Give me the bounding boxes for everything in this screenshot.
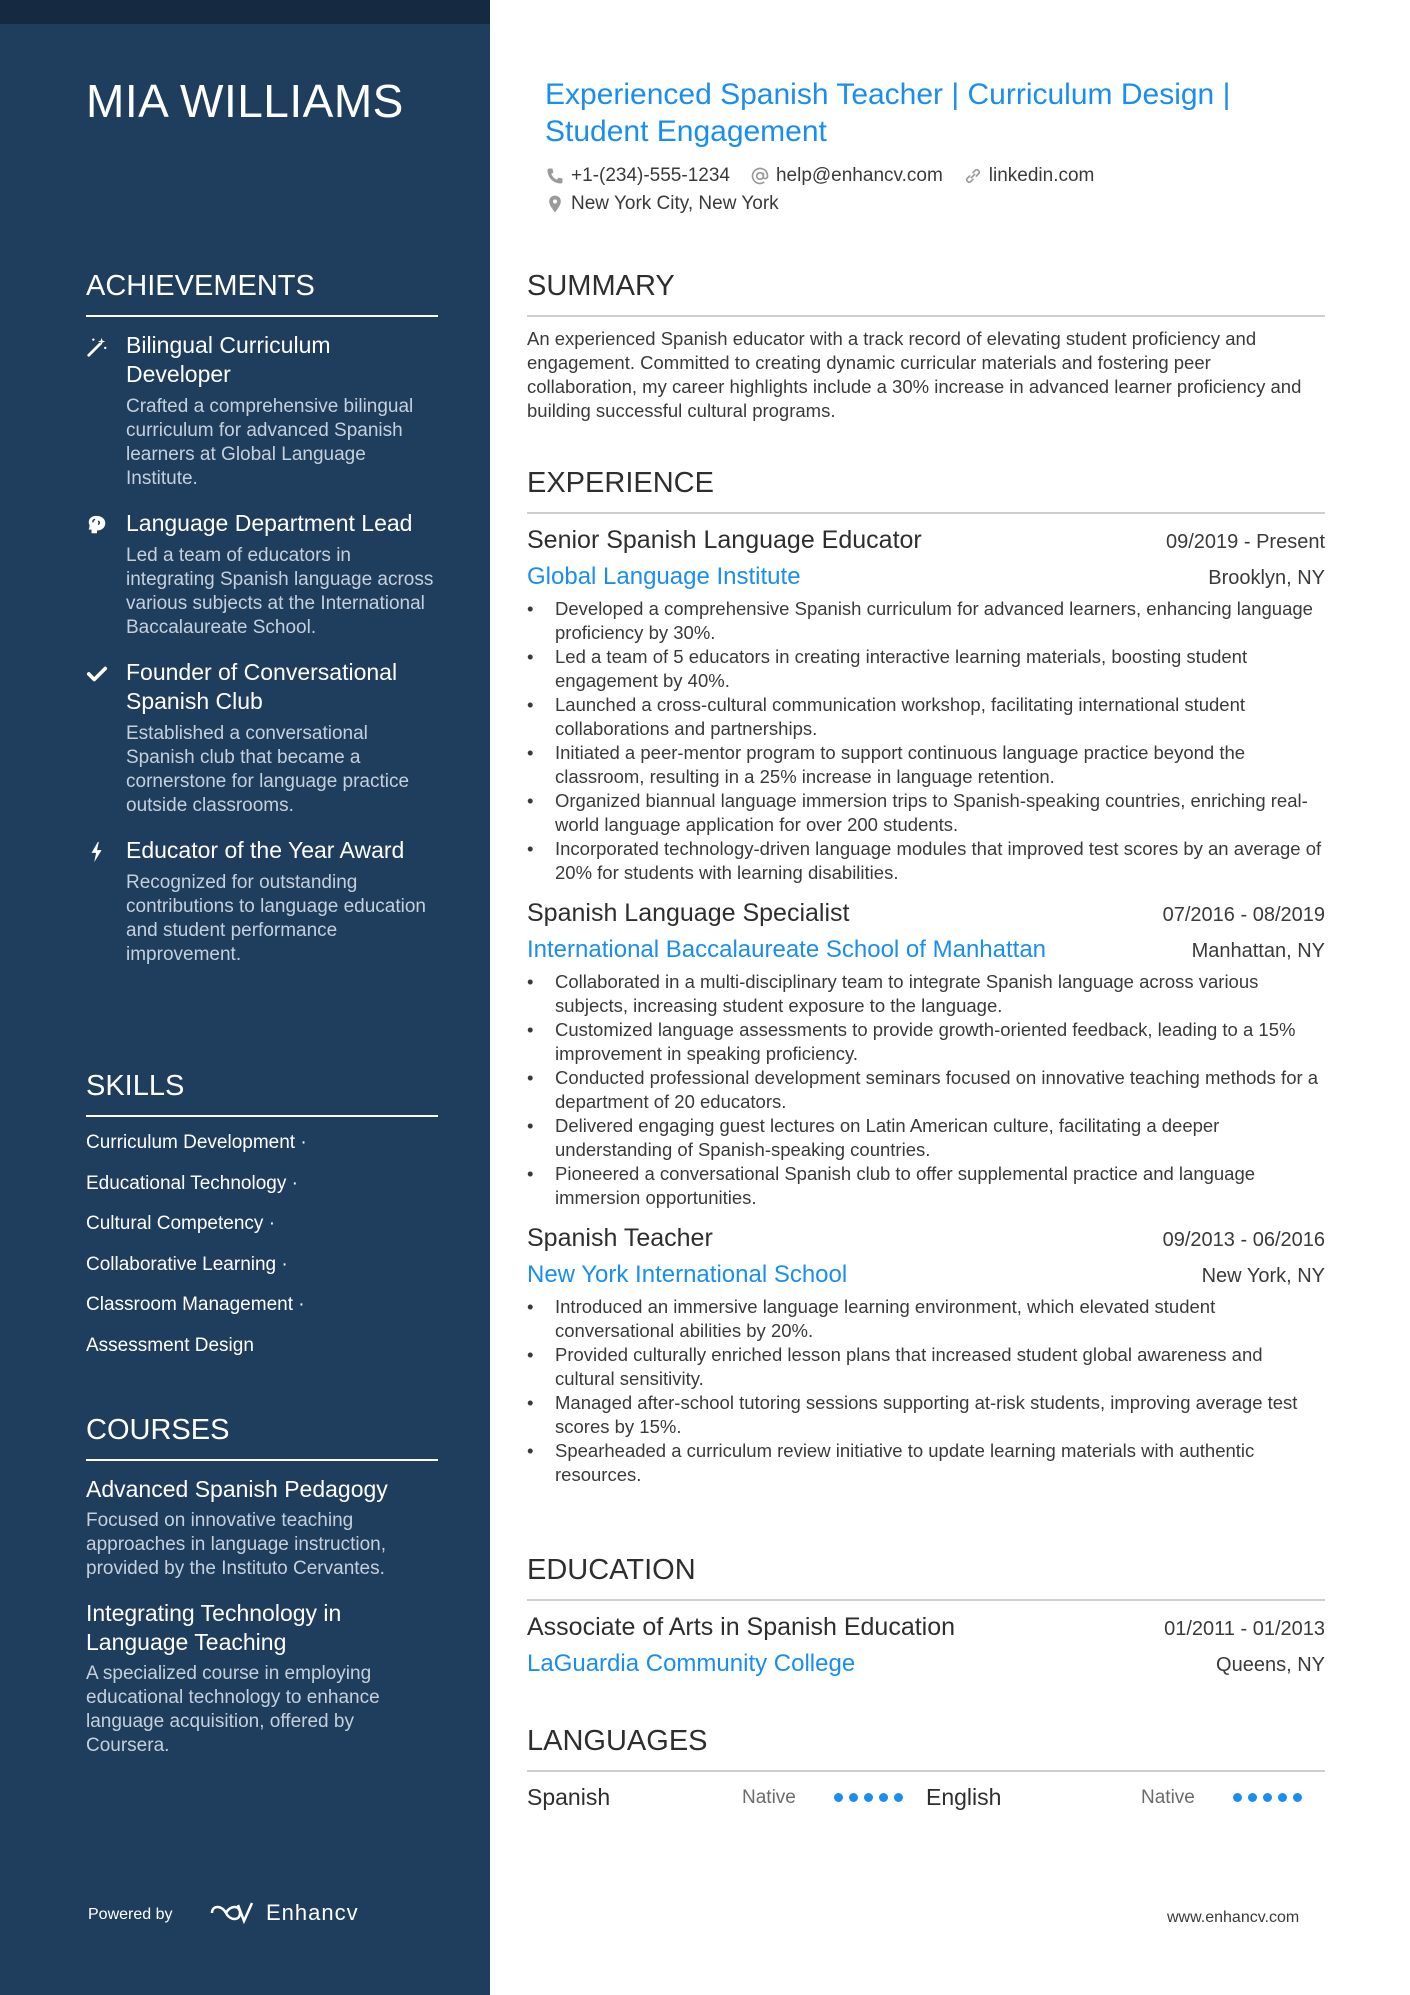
job-dates: 09/2013 - 06/2016 xyxy=(1162,1229,1325,1251)
proficiency-dot xyxy=(1248,1793,1257,1802)
contact-info xyxy=(545,162,1305,218)
candidate-name: MIA WILLIAMS xyxy=(86,75,404,127)
bullet-item: • Provided culturally enriched lesson plans that increased student global awareness and cultural sensitivity. xyxy=(527,1343,1325,1391)
education-entry xyxy=(527,1613,1325,1678)
email-address: help@enhancv.com xyxy=(775,165,943,186)
job-dates: 07/2016 - 08/2019 xyxy=(1162,904,1325,926)
brain-icon xyxy=(86,513,108,537)
bullet-item: • Incorporated technology-driven language modules that improved test scores by an average of 20% for students with learning disabilities. xyxy=(527,837,1325,885)
lightning-icon xyxy=(86,840,108,864)
achievement-title: Educator of the Year Award xyxy=(126,837,405,863)
skills-list xyxy=(86,1117,438,1366)
skills-heading: SKILLS xyxy=(86,1070,438,1117)
job-bullets xyxy=(527,1295,1325,1487)
footer-url[interactable]: www.enhancv.com xyxy=(1167,1909,1300,1926)
language-item xyxy=(926,1784,1325,1811)
sidebar xyxy=(0,0,490,1995)
achievement-item xyxy=(86,836,438,967)
linkedin-url: linkedin.com xyxy=(988,165,1095,186)
job-bullets xyxy=(527,597,1325,885)
job-location: Manhattan, NY xyxy=(1191,940,1325,962)
course-title: Integrating Technology in Language Teaching xyxy=(86,1600,342,1655)
job-title: Spanish Language Specialist xyxy=(527,899,850,927)
skill-item: Educational Technology · xyxy=(86,1172,298,1194)
at-sign-icon xyxy=(750,166,770,186)
skill-item: Collaborative Learning · xyxy=(86,1253,288,1275)
job-location: Brooklyn, NY xyxy=(1208,567,1325,589)
achievement-description: Established a conversational Spanish club that became a cornerstone for language practice outside classrooms. xyxy=(126,723,410,816)
link-icon xyxy=(963,166,983,186)
achievement-title: Language Department Lead xyxy=(126,510,413,536)
proficiency-dots xyxy=(1233,1793,1302,1802)
summary-heading: SUMMARY xyxy=(527,270,1325,317)
languages-heading: LANGUAGES xyxy=(527,1725,1325,1772)
courses-heading: COURSES xyxy=(86,1414,438,1461)
skills-section xyxy=(86,1070,438,1366)
education-heading: EDUCATION xyxy=(527,1554,1325,1601)
job-bullets xyxy=(527,970,1325,1210)
skill-item: Classroom Management · xyxy=(86,1294,305,1315)
location-text: New York City, New York xyxy=(571,193,779,214)
proficiency-dots xyxy=(834,1793,903,1802)
proficiency-dot xyxy=(1233,1793,1242,1802)
job-company: New York International School xyxy=(527,1261,848,1288)
bullet-item: • Customized language assessments to provide growth-oriented feedback, leading to a 15% improvement in speaking proficiency. xyxy=(527,1018,1325,1066)
course-item xyxy=(86,1599,438,1758)
achievement-description: Led a team of educators in integrating Spanish language across various subjects at the International Baccalaureate School. xyxy=(126,545,434,638)
magic-wand-icon xyxy=(86,335,108,359)
bullet-item: • Pioneered a conversational Spanish club to offer supplemental practice and language immersion opportunities. xyxy=(527,1162,1325,1210)
achievement-description: Recognized for outstanding contributions to language education and student performance improvement. xyxy=(126,872,427,965)
language-level: Native xyxy=(1141,1786,1195,1808)
job-company: International Baccalaureate School of Manhattan xyxy=(527,936,1047,963)
skill-item: Cultural Competency · xyxy=(86,1213,276,1234)
location-pin-icon xyxy=(545,194,565,214)
phone-icon xyxy=(545,166,565,186)
bullet-item: • Collaborated in a multi-disciplinary team to integrate Spanish language across various subjects, increasing student exposure to the language. xyxy=(527,970,1325,1018)
proficiency-dot xyxy=(834,1793,843,1802)
course-description: A specialized course in employing educational technology to enhance language acquisition, offered by Coursera. xyxy=(86,1663,380,1756)
bullet-item: • Led a team of 5 educators in creating interactive learning materials, boosting student engagement by 40%. xyxy=(527,645,1325,693)
job-entry xyxy=(527,1224,1325,1487)
summary-text: An experienced Spanish educator with a track record of elevating student proficiency and engagement. Committed to creating dynamic curricular materials and fostering peer collaboration, my career highlights include a 30% increase in advanced learner proficiency and building successful cultural programs. xyxy=(527,328,1302,421)
bullet-item: • Managed after-school tutoring sessions supporting at-risk students, improving average test scores by 15%. xyxy=(527,1391,1325,1439)
brand-name: Enhancv xyxy=(266,1900,359,1925)
language-name: English xyxy=(926,1784,1002,1810)
bullet-item: • Launched a cross-cultural communication workshop, facilitating international student collaborations and partnerships. xyxy=(527,693,1325,741)
sidebar-top-bar xyxy=(0,0,490,24)
headline: Experienced Spanish Teacher | Curriculum Design | Student Engagement xyxy=(545,78,1231,148)
bullet-item: • Initiated a peer-mentor program to support continuous language practice beyond the classroom, resulting in a 25% increase in language retention. xyxy=(527,741,1325,789)
job-entry xyxy=(527,526,1325,885)
job-entry xyxy=(527,899,1325,1210)
checkmark-icon xyxy=(86,662,108,686)
proficiency-dot xyxy=(879,1793,888,1802)
achievement-title: Bilingual Curriculum Developer xyxy=(126,332,331,387)
phone-number: +1-(234)-555-1234 xyxy=(571,165,730,186)
language-item xyxy=(527,1784,926,1811)
job-dates: 09/2019 - Present xyxy=(1166,531,1325,553)
email-contact[interactable] xyxy=(750,165,943,187)
job-company: Global Language Institute xyxy=(527,563,801,590)
course-description: Focused on innovative teaching approaches in language instruction, provided by the Instituto Cervantes. xyxy=(86,1510,386,1579)
bullet-item: • Spearheaded a curriculum review initiative to update learning materials with authentic resources. xyxy=(527,1439,1325,1487)
job-location: New York, NY xyxy=(1201,1265,1325,1287)
languages-section xyxy=(527,1725,1325,1811)
skill-item: Curriculum Development · xyxy=(86,1132,307,1153)
degree-title: Associate of Arts in Spanish Education xyxy=(527,1613,956,1641)
summary-section xyxy=(527,270,1325,423)
achievement-description: Crafted a comprehensive bilingual curriculum for advanced Spanish learners at Global Language Institute. xyxy=(126,396,414,489)
experience-section xyxy=(527,467,1325,1487)
proficiency-dot xyxy=(864,1793,873,1802)
proficiency-dot xyxy=(1263,1793,1272,1802)
courses-section xyxy=(86,1414,438,1758)
bullet-item: • Organized biannual language immersion trips to Spanish-speaking countries, enriching real-world language application for over 200 students. xyxy=(527,789,1325,837)
skill-item: Assessment Design xyxy=(86,1334,254,1356)
achievement-item xyxy=(86,658,438,818)
bullet-item: • Developed a comprehensive Spanish curriculum for advanced learners, enhancing language proficiency by 30%. xyxy=(527,597,1325,645)
proficiency-dot xyxy=(1293,1793,1302,1802)
education-dates: 01/2011 - 01/2013 xyxy=(1164,1618,1325,1640)
language-name: Spanish xyxy=(527,1784,611,1810)
powered-by-label: Powered by xyxy=(88,1906,173,1923)
achievement-title: Founder of Conversational Spanish Club xyxy=(126,659,398,714)
course-title: Advanced Spanish Pedagogy xyxy=(86,1476,388,1502)
bullet-item: • Conducted professional development seminars focused on innovative teaching methods for a department of 20 educators. xyxy=(527,1066,1325,1114)
achievement-item xyxy=(86,331,438,491)
location-contact xyxy=(545,193,779,215)
proficiency-dot xyxy=(894,1793,903,1802)
phone-contact[interactable] xyxy=(545,165,730,187)
language-level: Native xyxy=(742,1786,796,1808)
achievements-heading: ACHIEVEMENTS xyxy=(86,270,438,317)
course-item xyxy=(86,1475,438,1581)
experience-heading: EXPERIENCE xyxy=(527,467,1325,514)
enhancv-logo-icon xyxy=(208,1899,256,1927)
job-title: Senior Spanish Language Educator xyxy=(527,526,922,554)
school-location: Queens, NY xyxy=(1216,1654,1325,1676)
proficiency-dot xyxy=(1278,1793,1287,1802)
achievement-item xyxy=(86,509,438,640)
linkedin-contact[interactable] xyxy=(963,165,1095,187)
bullet-item: • Delivered engaging guest lectures on Latin American culture, facilitating a deeper understanding of Spanish-speaking countries. xyxy=(527,1114,1325,1162)
school-name: LaGuardia Community College xyxy=(527,1650,856,1677)
education-section xyxy=(527,1554,1325,1678)
job-title: Spanish Teacher xyxy=(527,1224,713,1252)
bullet-item: • Introduced an immersive language learning environment, which elevated student conversational abilities by 20%. xyxy=(527,1295,1325,1343)
proficiency-dot xyxy=(849,1793,858,1802)
enhancv-logo[interactable] xyxy=(208,1899,359,1927)
achievements-section xyxy=(86,270,438,967)
